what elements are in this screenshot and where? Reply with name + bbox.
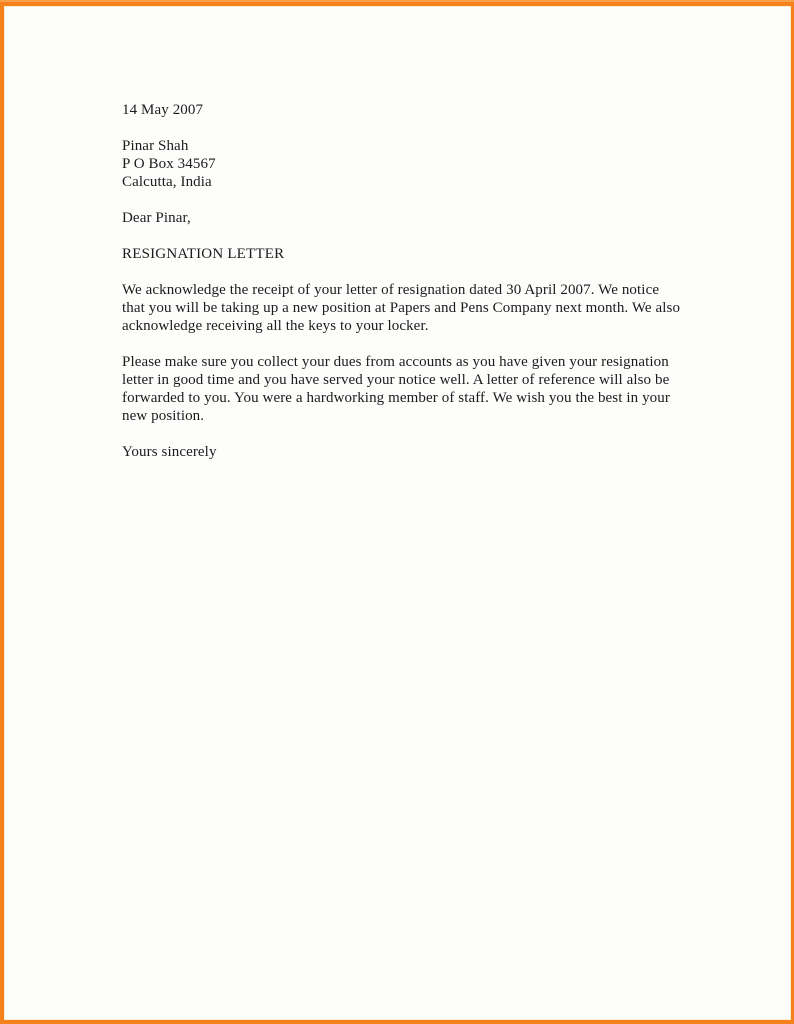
recipient-address-block [122,137,682,191]
letter-date: 14 May 2007 [122,102,204,118]
letter-page [4,6,791,1020]
body-paragraph-2: Please make sure you collect your dues from accounts as you have given your resignation letter in good time and you have served your notice well. A letter of reference will also be forwarded to you. You were a hardworking member of staff. We wish you the best in your new position. [122,354,670,424]
subject-line: RESIGNATION LETTER [122,246,285,262]
recipient-address-line2: Calcutta, India [122,174,212,190]
body-paragraph-1: We acknowledge the receipt of your letter of resignation dated 30 April 2007. We notice that you will be taking up a new position at Papers and Pens Company next month. We also acknowledge receiving all the keys to your locker. [122,282,681,334]
recipient-name: Pinar Shah [122,138,189,154]
closing-line: Yours sincerely [122,444,217,460]
recipient-address-line1: P O Box 34567 [122,156,216,172]
letter-body [122,101,682,479]
salutation: Dear Pinar, [122,210,191,226]
